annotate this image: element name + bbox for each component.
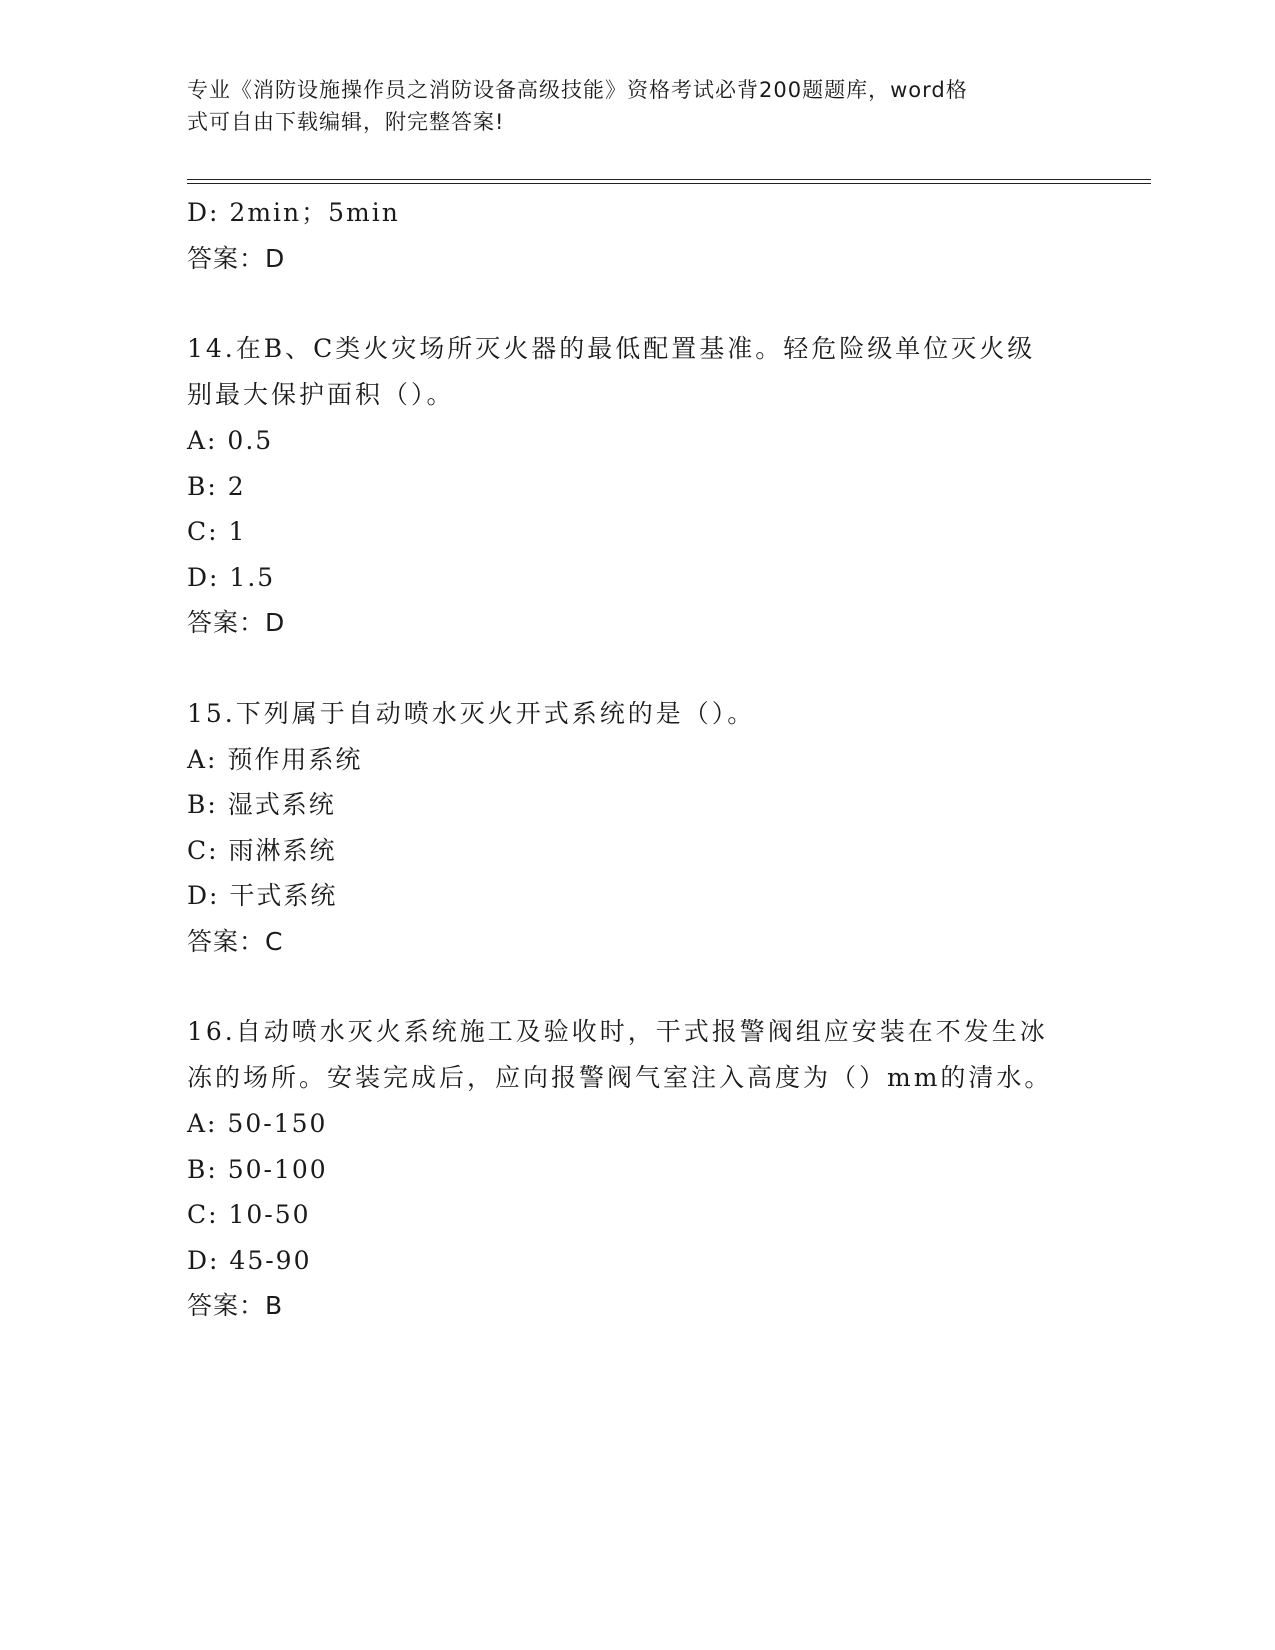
header-line-2: 式可自由下载编辑，附完整答案!	[187, 110, 505, 134]
header-divider-top	[187, 179, 1151, 180]
option-d: D: 干式系统	[187, 881, 338, 910]
answer: 答案：D	[187, 608, 286, 637]
prev-answer: 答案：D	[187, 243, 286, 273]
answer: 答案：C	[187, 926, 284, 956]
question-title-line: 14.在B、C类火灾场所灭火器的最低配置基准。轻危险级单位灭火级	[187, 334, 1036, 363]
option-c: C: 10-50	[187, 1200, 311, 1229]
question-title-line: 冻的场所。安装完成后，应向报警阀气室注入高度为（）mm的清水。	[187, 1063, 1053, 1092]
option-b: B: 湿式系统	[187, 790, 336, 819]
question-15	[187, 691, 1087, 965]
question-14	[187, 326, 1087, 646]
header-line-1: 专业《消防设施操作员之消防设备高级技能》资格考试必背200题题库，word格	[187, 78, 968, 102]
option-b: B: 2	[187, 471, 246, 501]
option-d: D: 45-90	[187, 1245, 312, 1275]
question-16	[187, 1009, 1087, 1329]
header-divider-bottom	[187, 183, 1151, 184]
answer: 答案：B	[187, 1291, 284, 1320]
question-title-line: 别最大保护面积（）。	[187, 380, 455, 409]
option-a: A: 50-150	[187, 1109, 328, 1138]
question-title-line: 15.下列属于自动喷水灭火开式系统的是（）。	[187, 698, 756, 728]
option-d: D: 1.5	[187, 562, 276, 592]
question-title-line: 16.自动喷水灭火系统施工及验收时，干式报警阀组应安装在不发生冰	[187, 1017, 1048, 1046]
document-header	[187, 74, 1067, 138]
option-a: A: 0.5	[187, 426, 274, 455]
option-b: B: 50-100	[187, 1154, 328, 1184]
question-content	[187, 190, 1087, 1329]
option-a: A: 预作用系统	[187, 744, 363, 774]
option-c: C: 1	[187, 517, 247, 546]
prev-option-d: D: 2min；5min	[187, 198, 400, 227]
option-c: C: 雨淋系统	[187, 835, 337, 865]
